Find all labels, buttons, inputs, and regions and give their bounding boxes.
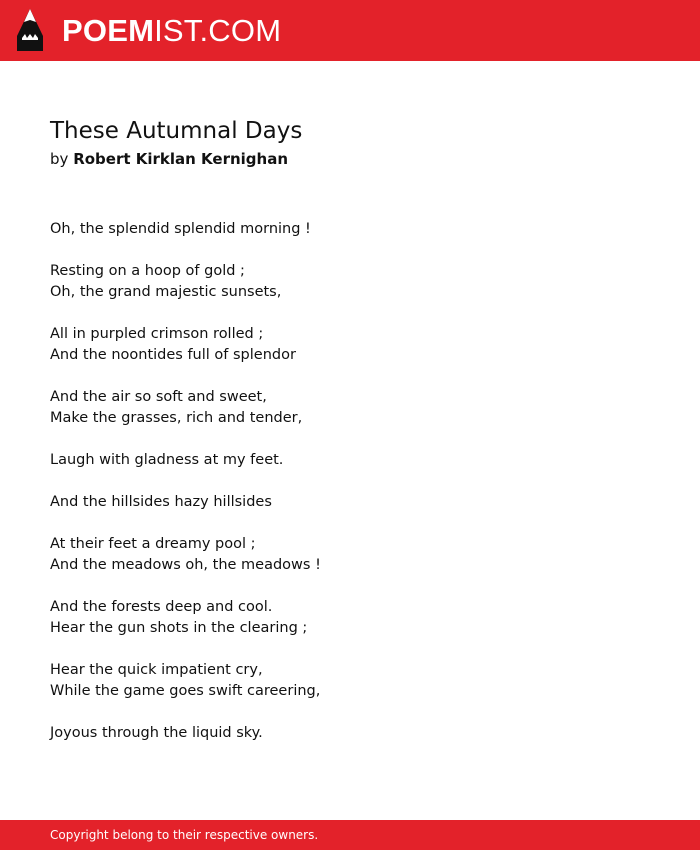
stanza <box>50 492 650 513</box>
poem-line: Joyous through the liquid sky. <box>50 725 263 741</box>
logo-text-bold: POEM <box>62 13 155 48</box>
site-logo[interactable] <box>62 13 281 49</box>
poem-title: These Autumnal Days <box>50 118 303 144</box>
poem-line: Laugh with gladness at my feet. <box>50 452 284 468</box>
by-label: by <box>50 150 69 168</box>
stanza <box>50 723 650 744</box>
poem-line: And the noontides full of splendor <box>50 347 296 363</box>
poem-line: At their feet a dreamy pool ; <box>50 536 256 552</box>
poem-line: Hear the quick impatient cry, <box>50 662 263 678</box>
poem-line: All in purpled crimson rolled ; <box>50 326 264 342</box>
copyright-text: Copyright belong to their respective owners. <box>50 828 319 842</box>
poem-line: Oh, the splendid splendid morning ! <box>50 221 311 237</box>
poem-line: Make the grasses, rich and tender, <box>50 410 303 426</box>
poem-line: And the hillsides hazy hillsides <box>50 494 272 510</box>
poem-byline <box>50 149 288 169</box>
stanza <box>50 387 650 429</box>
poem-body <box>50 219 650 765</box>
poem-author[interactable]: Robert Kirklan Kernighan <box>73 150 289 168</box>
poem-line: Resting on a hoop of gold ; <box>50 263 245 279</box>
stanza <box>50 597 650 639</box>
stanza <box>50 261 650 303</box>
poem-line: Oh, the grand majestic sunsets, <box>50 284 282 300</box>
poem-line: And the meadows oh, the meadows ! <box>50 557 321 573</box>
poem-line: And the air so soft and sweet, <box>50 389 267 405</box>
stanza <box>50 660 650 702</box>
stanza <box>50 324 650 366</box>
stanza <box>50 219 650 240</box>
site-footer <box>0 820 700 850</box>
stanza <box>50 450 650 471</box>
poem-line: And the forests deep and cool. <box>50 599 273 615</box>
logo-text-light: IST.COM <box>154 13 282 48</box>
poem-line: Hear the gun shots in the clearing ; <box>50 620 308 636</box>
stanza <box>50 534 650 576</box>
poem-line: While the game goes swift careering, <box>50 683 321 699</box>
pencil-tip-icon[interactable] <box>17 9 43 51</box>
site-header <box>0 0 700 61</box>
